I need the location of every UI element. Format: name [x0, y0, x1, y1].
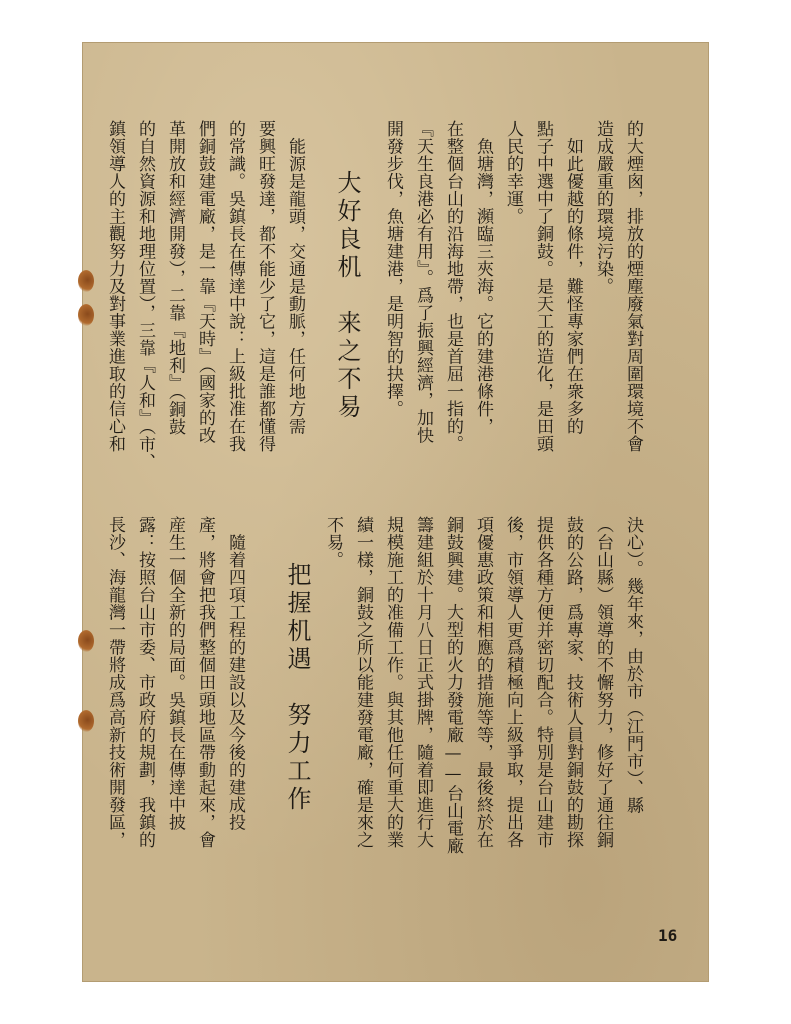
binding-hole-stain — [78, 630, 94, 652]
text-column: 在整個台山的沿海地帶，也是首屈一指的。 — [443, 120, 463, 453]
text-column: 提供各種方便并密切配合。特別是台山建市 — [533, 516, 553, 849]
text-column: 績一樣，銅鼓之所以能建發電廠，確是來之 — [353, 516, 373, 849]
book-page — [82, 42, 709, 982]
text-column: 如此優越的條件，難怪專家們在衆多的 — [563, 120, 583, 435]
text-column: 後，市領導人更爲積極向上級爭取，提出各 — [503, 516, 523, 849]
text-column: 鼓的公路，爲專家、技術人員對銅鼓的勘探 — [563, 516, 583, 849]
text-column: 長沙、海龍灣一帶將成爲高新技術開發區， — [105, 516, 125, 849]
text-column: 『天生良港必有用』。爲了振興經濟，加快 — [413, 120, 433, 444]
text-column: 産生一個全新的局面。吳鎮長在傳達中披 — [165, 516, 185, 831]
text-column: 開發步伐，魚塘建港，是明智的抉擇。 — [383, 120, 403, 418]
text-column: 造成嚴重的環境污染。 — [593, 120, 613, 295]
text-column: 籌建組於十月八日正式掛牌，隨着即進行大 — [413, 516, 433, 849]
text-column: 們銅鼓建電廠，是一靠『天時』（國家的改 — [195, 120, 215, 444]
text-column: 魚塘灣，瀕臨三夾海。它的建港條件， — [473, 120, 493, 435]
text-column: 不易。 — [323, 516, 343, 569]
text-column: 鎮領導人的主觀努力及對事業進取的信心和 — [105, 120, 125, 453]
text-column: （台山縣）領導的不懈努力，修好了通往銅 — [593, 516, 613, 849]
text-column: 的大煙囪，排放的煙塵廢氣對周圍環境不會 — [623, 120, 643, 453]
section-heading: 大好良机 来之不易 — [333, 170, 361, 422]
binding-hole-stain — [78, 710, 94, 732]
text-column: 人民的幸運。 — [503, 120, 523, 225]
text-column: 革開放和經濟開發），二靠『地利』（銅鼓 — [165, 120, 185, 436]
binding-hole-stain — [78, 270, 94, 292]
text-column: 點子中選中了銅鼓。是天工的造化，是田頭 — [533, 120, 553, 453]
text-column: 規模施工的准備工作。與其他任何重大的業 — [383, 516, 403, 849]
text-column: 露：按照台山市委、市政府的規劃，我鎮的 — [135, 516, 155, 849]
text-column: 能源是龍頭，交通是動脈，任何地方需 — [285, 120, 305, 435]
text-column: 銅鼓興建。大型的火力發電廠——台山電廠 — [443, 516, 463, 855]
text-column: 隨着四項工程的建設以及今後的建成投 — [225, 516, 245, 831]
text-column: 產，將會把我們整個田頭地區帶動起來，會 — [195, 516, 215, 849]
text-column: 的自然資源和地理位置），三靠『人和』（市、 — [135, 120, 155, 471]
page-number: 16 — [658, 926, 678, 945]
text-column: 要興旺發達，都不能少了它，這是誰都懂得 — [255, 120, 275, 453]
text-column: 的常識。吳鎮長在傳達中說：上級批准在我 — [225, 120, 245, 453]
binding-hole-stain — [78, 304, 94, 326]
text-column: 決心）。幾年來，由於市（江門市）、縣 — [623, 516, 643, 814]
text-column: 項優惠政策和相應的措施等等，最後終於在 — [473, 516, 493, 849]
section-heading: 把握机遇 努力工作 — [283, 562, 311, 814]
